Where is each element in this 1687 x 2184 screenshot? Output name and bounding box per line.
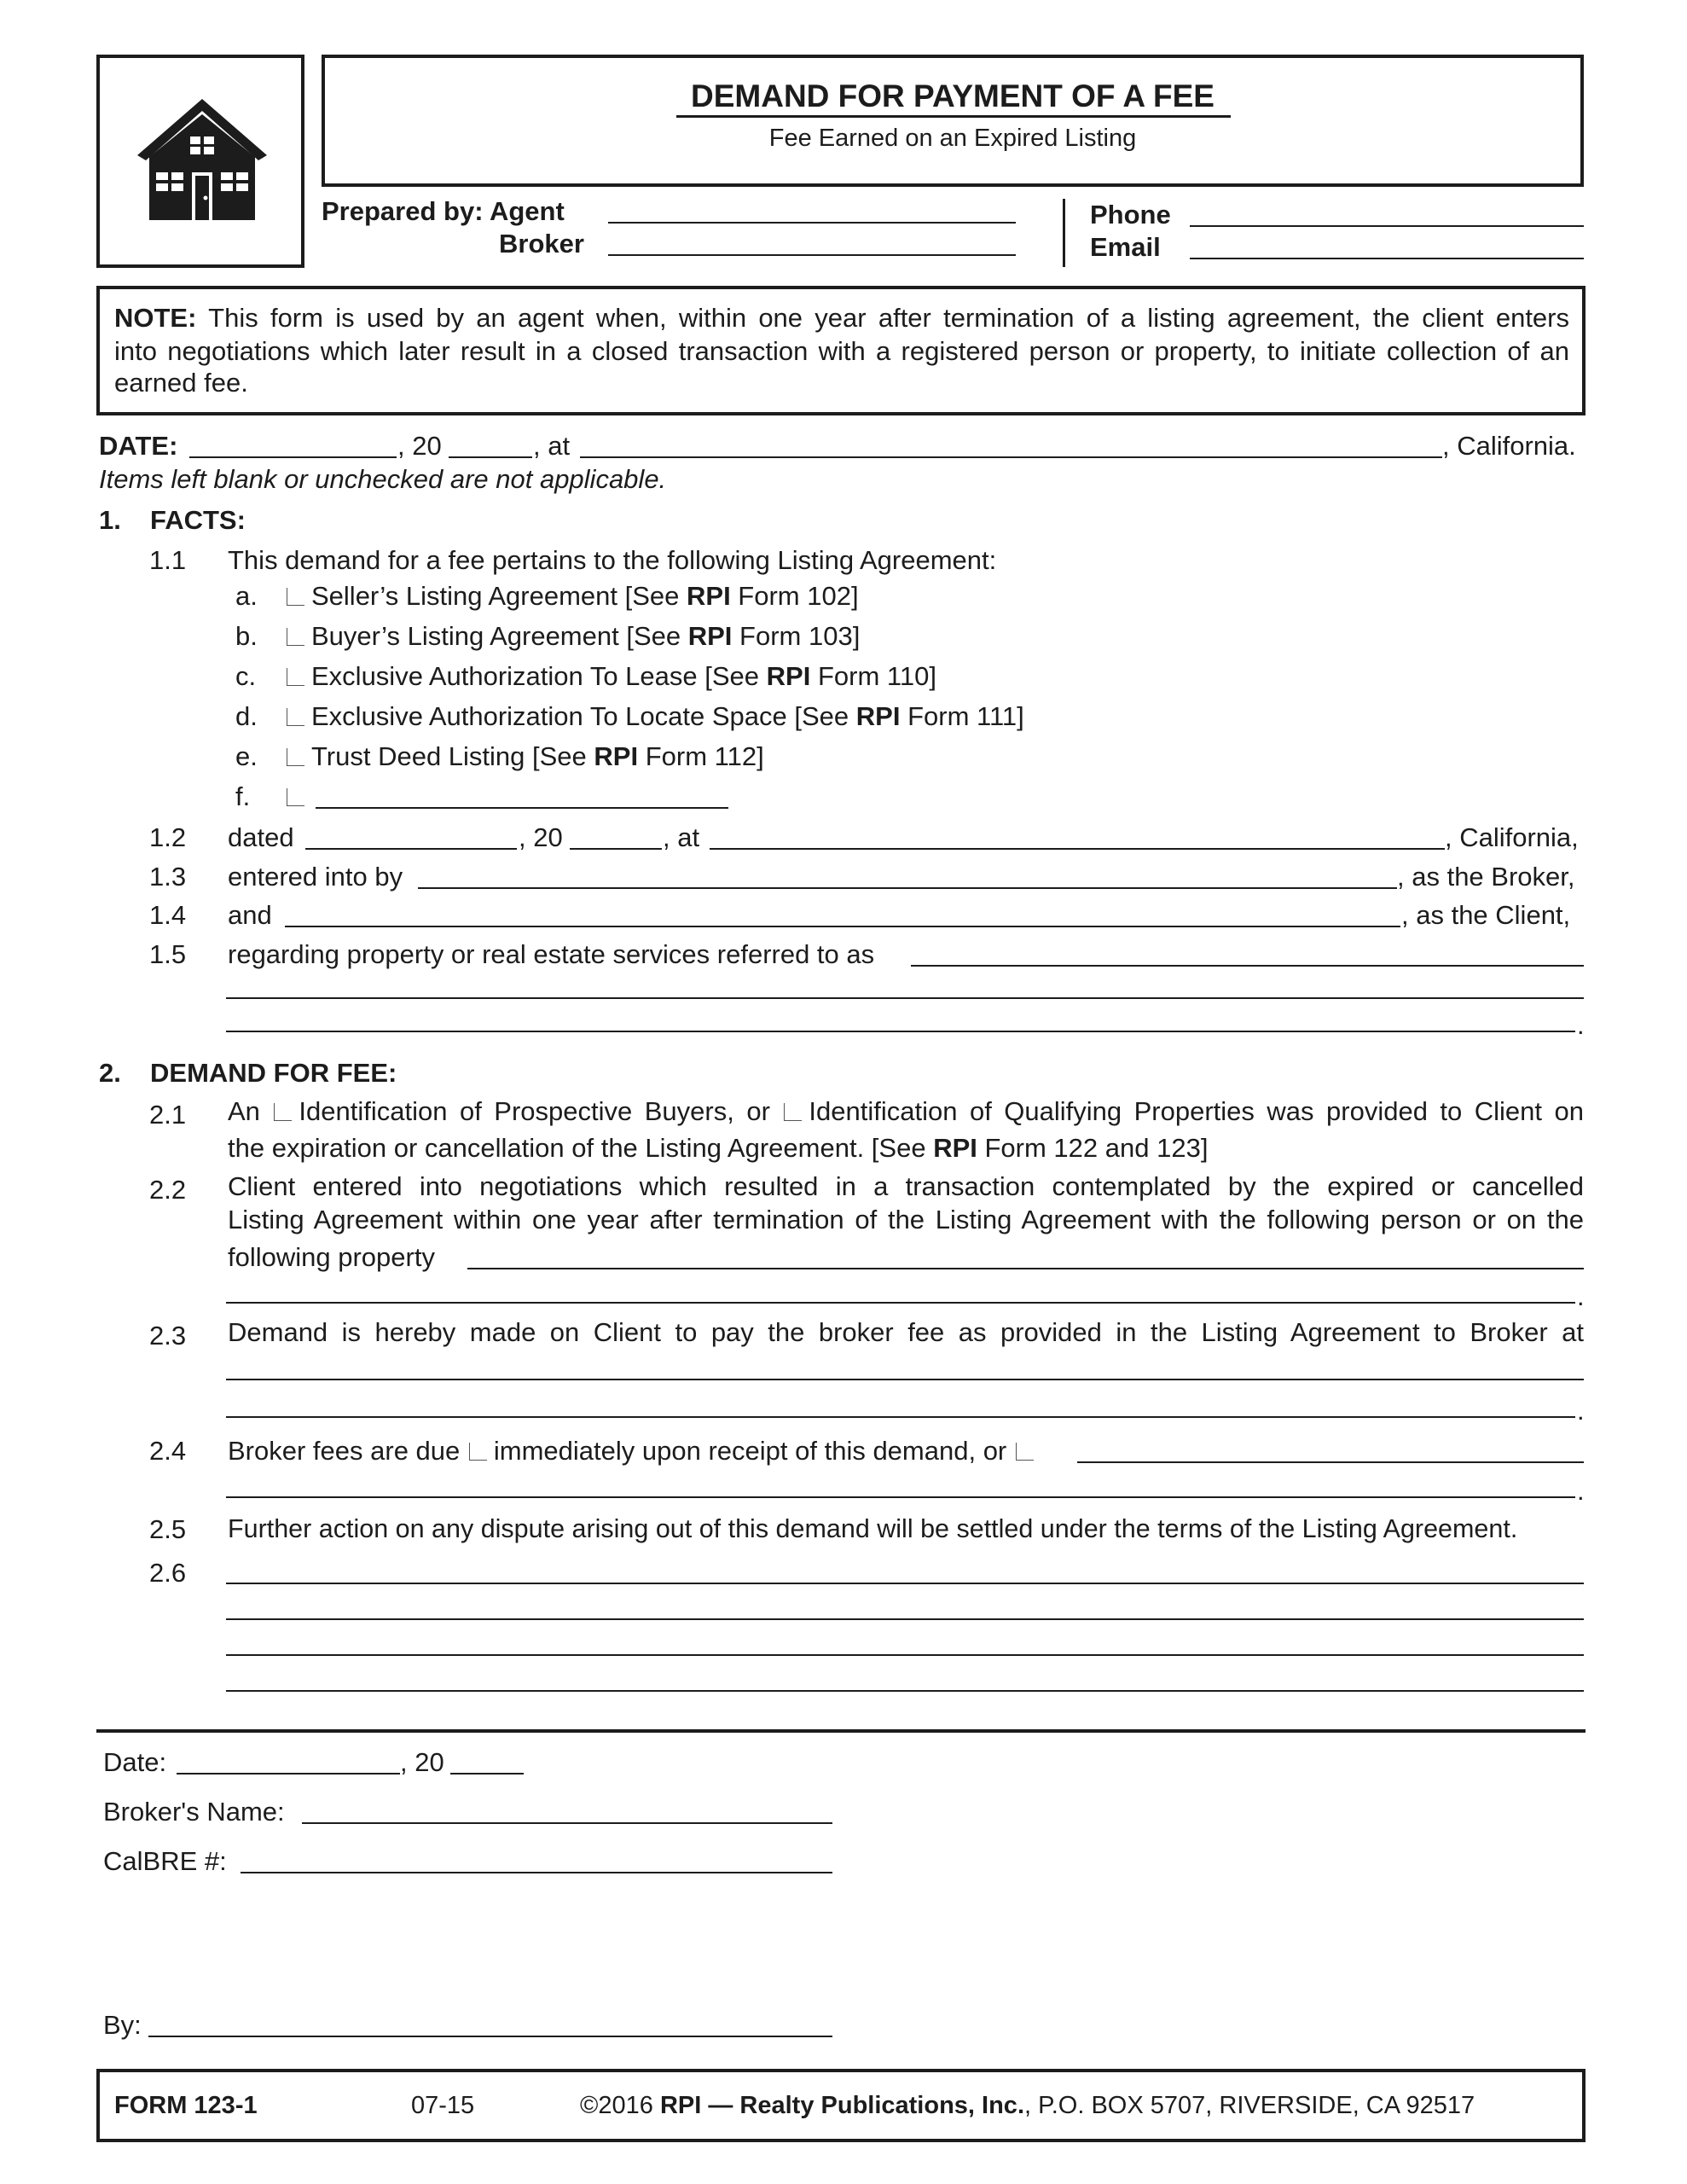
- signature-year-field[interactable]: [450, 1773, 524, 1774]
- listing-location-field[interactable]: [710, 848, 1445, 850]
- house-icon: [134, 96, 270, 224]
- brokers-name-label: Broker's Name:: [103, 1797, 285, 1827]
- additional-field-3[interactable]: [226, 1654, 1584, 1656]
- item-1-4-text: and: [228, 900, 272, 930]
- note-line-1: NOTE: This form is used by an agent when, within one year after termination of a listing agreement, the client enters: [114, 303, 1569, 333]
- signature-year-label: , 20: [400, 1747, 444, 1777]
- option-checkbox[interactable]: [287, 668, 304, 686]
- option-checkbox[interactable]: [287, 588, 304, 606]
- option-checkbox[interactable]: [287, 788, 304, 806]
- email-label: Email: [1090, 232, 1161, 262]
- item-2-2-line-3: following property: [228, 1242, 435, 1272]
- option-f-field[interactable]: [316, 807, 728, 809]
- option-text-post: Form 103]: [732, 621, 861, 651]
- signature-date-field[interactable]: [177, 1773, 400, 1774]
- logo-box: [96, 55, 304, 268]
- item-1-5-number: 1.5: [149, 939, 187, 969]
- client-name-field[interactable]: [285, 926, 1400, 927]
- form-title: DEMAND FOR PAYMENT OF A FEE: [691, 78, 1215, 113]
- item-2-2-number: 2.2: [149, 1175, 187, 1205]
- item-2-5-text: Further action on any dispute arising out of this demand will be settled under the terms of the Listing Agreement.: [228, 1514, 1518, 1543]
- immediately-checkbox[interactable]: [469, 1443, 487, 1461]
- section-divider: [96, 1729, 1586, 1733]
- listing-option-d[interactable]: [235, 703, 1024, 729]
- option-text-post: Form 110]: [810, 661, 936, 691]
- item-2-6-number: 2.6: [149, 1558, 187, 1588]
- item-2-5-number: 2.5: [149, 1514, 187, 1544]
- option-text-post: Form 102]: [730, 581, 859, 611]
- option-text-pre: Exclusive Authorization To Lease [See: [311, 661, 767, 691]
- disclaimer: Items left blank or unchecked are not applicable.: [99, 464, 667, 494]
- agent-field[interactable]: [608, 222, 1016, 224]
- prospective-buyers-checkbox[interactable]: [274, 1103, 292, 1121]
- option-letter: a.: [235, 581, 258, 611]
- date-state-label: , California.: [1442, 431, 1576, 461]
- date-field[interactable]: [189, 456, 397, 458]
- item-2-3-text: Demand is hereby made on Client to pay the broker fee as provided in the Listing Agreement to Broker at: [228, 1317, 1584, 1347]
- option-letter: c.: [235, 661, 257, 691]
- date-label: DATE:: [99, 431, 178, 461]
- period: .: [1577, 1010, 1585, 1040]
- listing-option-f[interactable]: [235, 783, 311, 810]
- period: .: [1577, 1281, 1585, 1311]
- property-field-3[interactable]: [226, 1031, 1575, 1032]
- additional-field-2[interactable]: [226, 1618, 1584, 1620]
- option-text-pre: Trust Deed Listing [See: [311, 741, 594, 771]
- other-due-checkbox[interactable]: [1016, 1443, 1034, 1461]
- item-1-2-state-label: , California,: [1445, 822, 1579, 852]
- option-text-rpi: RPI: [855, 701, 901, 731]
- broker-label: Broker: [499, 229, 584, 258]
- section-1-number: 1.: [99, 505, 121, 535]
- date-at-label: , at: [533, 431, 571, 461]
- option-letter: b.: [235, 621, 258, 651]
- item-1-3-text: entered into by: [228, 862, 403, 892]
- form-number: FORM 123-1: [114, 2092, 258, 2119]
- option-letter: e.: [235, 741, 258, 771]
- period: .: [1577, 1396, 1585, 1426]
- broker-field[interactable]: [608, 254, 1016, 256]
- section-1-heading: FACTS:: [150, 505, 246, 535]
- qualifying-properties-checkbox[interactable]: [784, 1103, 802, 1121]
- option-text-rpi: RPI: [594, 741, 639, 771]
- option-checkbox[interactable]: [287, 708, 304, 726]
- item-2-1-number: 2.1: [149, 1100, 187, 1130]
- option-checkbox[interactable]: [287, 748, 304, 766]
- option-text-post: Form 111]: [900, 701, 1024, 731]
- revision-date: 07-15: [411, 2092, 475, 2119]
- date-year-label: , 20: [397, 431, 442, 461]
- option-text-rpi: RPI: [687, 621, 733, 651]
- item-1-1-text: This demand for a fee pertains to the following Listing Agreement:: [228, 545, 997, 575]
- listing-date-field[interactable]: [305, 848, 517, 850]
- period: .: [1577, 1476, 1585, 1506]
- by-label: By:: [103, 2010, 142, 2040]
- option-text-rpi: RPI: [687, 581, 731, 611]
- note-line-3: earned fee.: [114, 368, 248, 398]
- transaction-field-1[interactable]: [467, 1268, 1584, 1269]
- section-2-heading: DEMAND FOR FEE:: [150, 1058, 397, 1088]
- calbre-field[interactable]: [241, 1872, 832, 1873]
- item-2-4-number: 2.4: [149, 1436, 187, 1466]
- item-1-2-number: 1.2: [149, 822, 187, 852]
- signature-field[interactable]: [148, 2036, 832, 2037]
- email-field[interactable]: [1190, 258, 1584, 259]
- item-2-3-number: 2.3: [149, 1321, 187, 1350]
- option-text-rpi: RPI: [766, 661, 811, 691]
- section-2-number: 2.: [99, 1058, 121, 1088]
- property-field-2[interactable]: [226, 997, 1584, 999]
- fee-field-2[interactable]: [226, 1416, 1575, 1418]
- listing-option-c[interactable]: [235, 663, 936, 689]
- item-2-4-text: Broker fees are due immediately upon receipt of this demand, or: [228, 1438, 1041, 1464]
- item-2-1-line-1: An Identification of Prospective Buyers, or Identification of Qualifying Properties was provided to Client on: [228, 1096, 1584, 1126]
- calbre-label: CalBRE #:: [103, 1846, 227, 1876]
- item-1-2-dated-label: dated: [228, 822, 294, 852]
- option-checkbox[interactable]: [287, 628, 304, 646]
- prepared-by-agent-label: Prepared by: Agent: [322, 196, 565, 226]
- item-1-1-number: 1.1: [149, 545, 187, 575]
- due-field-2[interactable]: [226, 1496, 1575, 1498]
- listing-year-field[interactable]: [570, 848, 662, 850]
- option-letter: f.: [235, 781, 251, 811]
- note-line-2: into negotiations which later result in a closed transaction with a registered person or property, to initiate collection of an: [114, 336, 1569, 366]
- listing-option-b[interactable]: [235, 623, 860, 649]
- transaction-field-2[interactable]: [226, 1302, 1575, 1304]
- signature-date-label: Date:: [103, 1747, 167, 1777]
- option-text-post: Form 112]: [638, 741, 764, 771]
- date-year-field[interactable]: [449, 456, 532, 458]
- form-subtitle: Fee Earned on an Expired Listing: [768, 125, 1137, 152]
- header-divider: [1063, 199, 1065, 267]
- item-1-3-end: , as the Broker,: [1397, 862, 1575, 892]
- broker-name-field[interactable]: [418, 887, 1397, 889]
- item-2-1-line-2: the expiration or cancellation of the Listing Agreement. [See RPI Form 122 and 123]: [228, 1133, 1209, 1163]
- item-1-2-at-label: , at: [663, 822, 700, 852]
- listing-option-e[interactable]: [235, 743, 764, 770]
- title-box: [322, 55, 1584, 187]
- item-1-4-number: 1.4: [149, 900, 187, 930]
- item-2-2-line-2: Listing Agreement within one year after termination of the Listing Agreement with the following person or on the: [228, 1205, 1584, 1234]
- option-text-pre: Buyer’s Listing Agreement [See: [311, 621, 688, 651]
- additional-field-4[interactable]: [226, 1690, 1584, 1692]
- item-1-3-number: 1.3: [149, 862, 187, 892]
- option-text-pre: Seller’s Listing Agreement [See: [311, 581, 687, 611]
- property-field-1[interactable]: [911, 965, 1584, 967]
- option-letter: d.: [235, 701, 258, 731]
- listing-option-a[interactable]: [235, 583, 859, 609]
- brokers-name-field[interactable]: [302, 1822, 832, 1824]
- item-2-2-line-1: Client entered into negotiations which resulted in a transaction contemplated by the expired or cancelled: [228, 1171, 1584, 1201]
- additional-field-1[interactable]: [226, 1583, 1584, 1584]
- phone-label: Phone: [1090, 200, 1171, 229]
- item-1-2-year-label: , 20: [519, 822, 563, 852]
- option-text-pre: Exclusive Authorization To Locate Space [See: [311, 701, 856, 731]
- copyright: ©2016 RPI — Realty Publications, Inc., P.O. BOX 5707, RIVERSIDE, CA 92517: [580, 2092, 1475, 2119]
- fee-field-1[interactable]: [226, 1379, 1584, 1380]
- phone-field[interactable]: [1190, 225, 1584, 227]
- date-location-field[interactable]: [580, 456, 1442, 458]
- item-1-4-end: , as the Client,: [1401, 900, 1571, 930]
- due-field-1[interactable]: [1077, 1461, 1584, 1463]
- item-1-5-text: regarding property or real estate services referred to as: [228, 939, 875, 969]
